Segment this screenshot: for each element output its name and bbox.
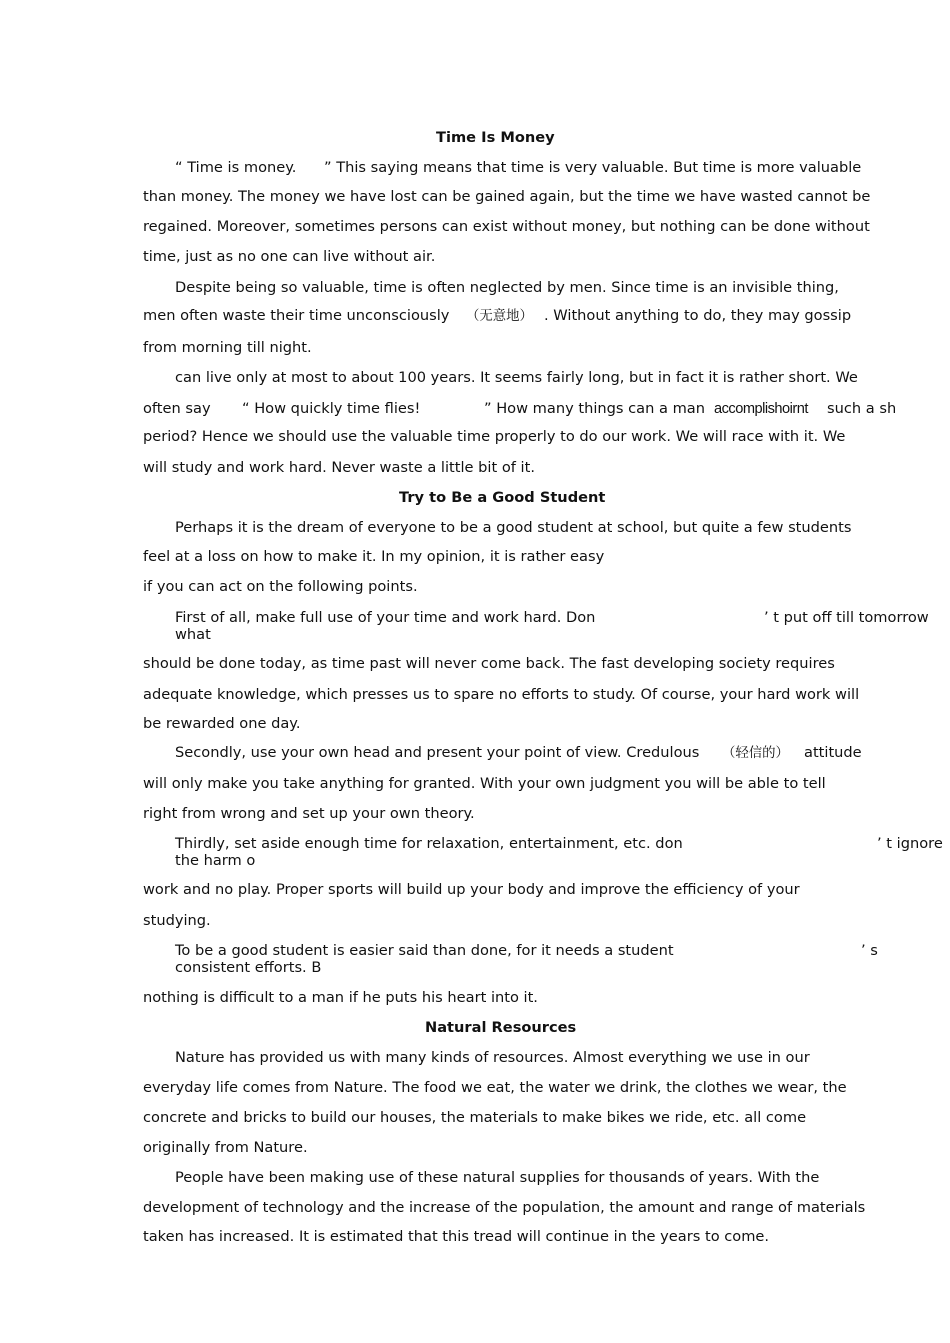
paragraph-line: ” How many things can a man [484, 400, 705, 417]
paragraph-line: . Without anything to do, they may gossip [544, 307, 852, 324]
paragraph-line: consistent efforts. B [175, 959, 322, 976]
paragraph-line: will study and work hard. Never waste a little bit of it. [143, 459, 535, 476]
chinese-gloss: （轻信的） [722, 746, 789, 761]
paragraph-line: taken has increased. It is estimated that this tread will continue in the years to come. [143, 1228, 770, 1245]
paragraph-line: right from wrong and set up your own theory. [143, 805, 475, 822]
paragraph-line: such a sh [827, 400, 897, 417]
paragraph-line: men often waste their time unconsciously [143, 307, 450, 324]
paragraph-line: development of technology and the increase of the population, the amount and range of materials [143, 1199, 866, 1216]
paragraph-line: adequate knowledge, which presses us to spare no efforts to study. Of course, your hard work will [143, 686, 860, 703]
paragraph-line: regained. Moreover, sometimes persons can exist without money, but nothing can be done without [143, 218, 870, 235]
paragraph-line: Thirdly, set aside enough time for relaxation, entertainment, etc. don [175, 835, 683, 852]
title-good-student: Try to Be a Good Student [399, 489, 606, 506]
chinese-gloss: （无意地） [466, 309, 533, 324]
paragraph-line: will only make you take anything for granted. With your own judgment you will be able to tell [143, 775, 826, 792]
paragraph-line: period? Hence we should use the valuable time properly to do our work. We will race with it. We [143, 428, 846, 445]
paragraph-line: attitude [804, 744, 862, 761]
paragraph-line: ’ t ignore [877, 835, 943, 852]
paragraph-line: should be done today, as time past will never come back. The fast developing society requires [143, 655, 835, 672]
paragraph-line: ’ t put off till tomorrow [764, 609, 929, 626]
paragraph-line: than money. The money we have lost can be gained again, but the time we have wasted cannot be [143, 188, 871, 205]
paragraph-line: “ How quickly time flies! [242, 400, 421, 417]
paragraph-line: Nature has provided us with many kinds of resources. Almost everything we use in our [175, 1049, 810, 1066]
paragraph-line: First of all, make full use of your time and work hard. Don [175, 609, 596, 626]
paragraph-line: Despite being so valuable, time is often neglected by men. Since time is an invisible thing, [175, 279, 839, 296]
paragraph-line: Perhaps it is the dream of everyone to be a good student at school, but quite a few students [175, 519, 852, 536]
paragraph-line: To be a good student is easier said than done, for it needs a student [175, 942, 674, 959]
paragraph-line: studying. [143, 912, 211, 929]
paragraph-line: People have been making use of these natural supplies for thousands of years. With the [175, 1169, 820, 1186]
paragraph-line: nothing is difficult to a man if he puts his heart into it. [143, 989, 538, 1006]
paragraph-line: ’ s [861, 942, 878, 959]
paragraph-line: concrete and bricks to build our houses, the materials to make bikes we ride, etc. all come [143, 1109, 807, 1126]
paragraph-line: “ Time is money. [175, 159, 297, 176]
paragraph-line: accomplishoirnt [714, 401, 808, 417]
paragraph-line: be rewarded one day. [143, 715, 301, 732]
paragraph-line: from morning till night. [143, 339, 312, 356]
paragraph-line: feel at a loss on how to make it. In my opinion, it is rather easy [143, 548, 605, 565]
paragraph-line: can live only at most to about 100 years. It seems fairly long, but in fact it is rather short. We [175, 369, 858, 386]
paragraph-line: the harm o [175, 852, 256, 869]
paragraph-line: often say [143, 400, 211, 417]
paragraph-line: time, just as no one can live without air. [143, 248, 436, 265]
paragraph-line: everyday life comes from Nature. The food we eat, the water we drink, the clothes we wear, the [143, 1079, 847, 1096]
paragraph-line: Secondly, use your own head and present your point of view. Credulous [175, 744, 700, 761]
title-time-is-money: Time Is Money [436, 129, 555, 146]
paragraph-line: originally from Nature. [143, 1139, 308, 1156]
paragraph-line: ” This saying means that time is very valuable. But time is more valuable [324, 159, 862, 176]
title-natural-resources: Natural Resources [425, 1019, 577, 1036]
paragraph-line: if you can act on the following points. [143, 578, 418, 595]
paragraph-line: work and no play. Proper sports will build up your body and improve the efficiency of your [143, 881, 800, 898]
paragraph-line: what [175, 626, 211, 643]
